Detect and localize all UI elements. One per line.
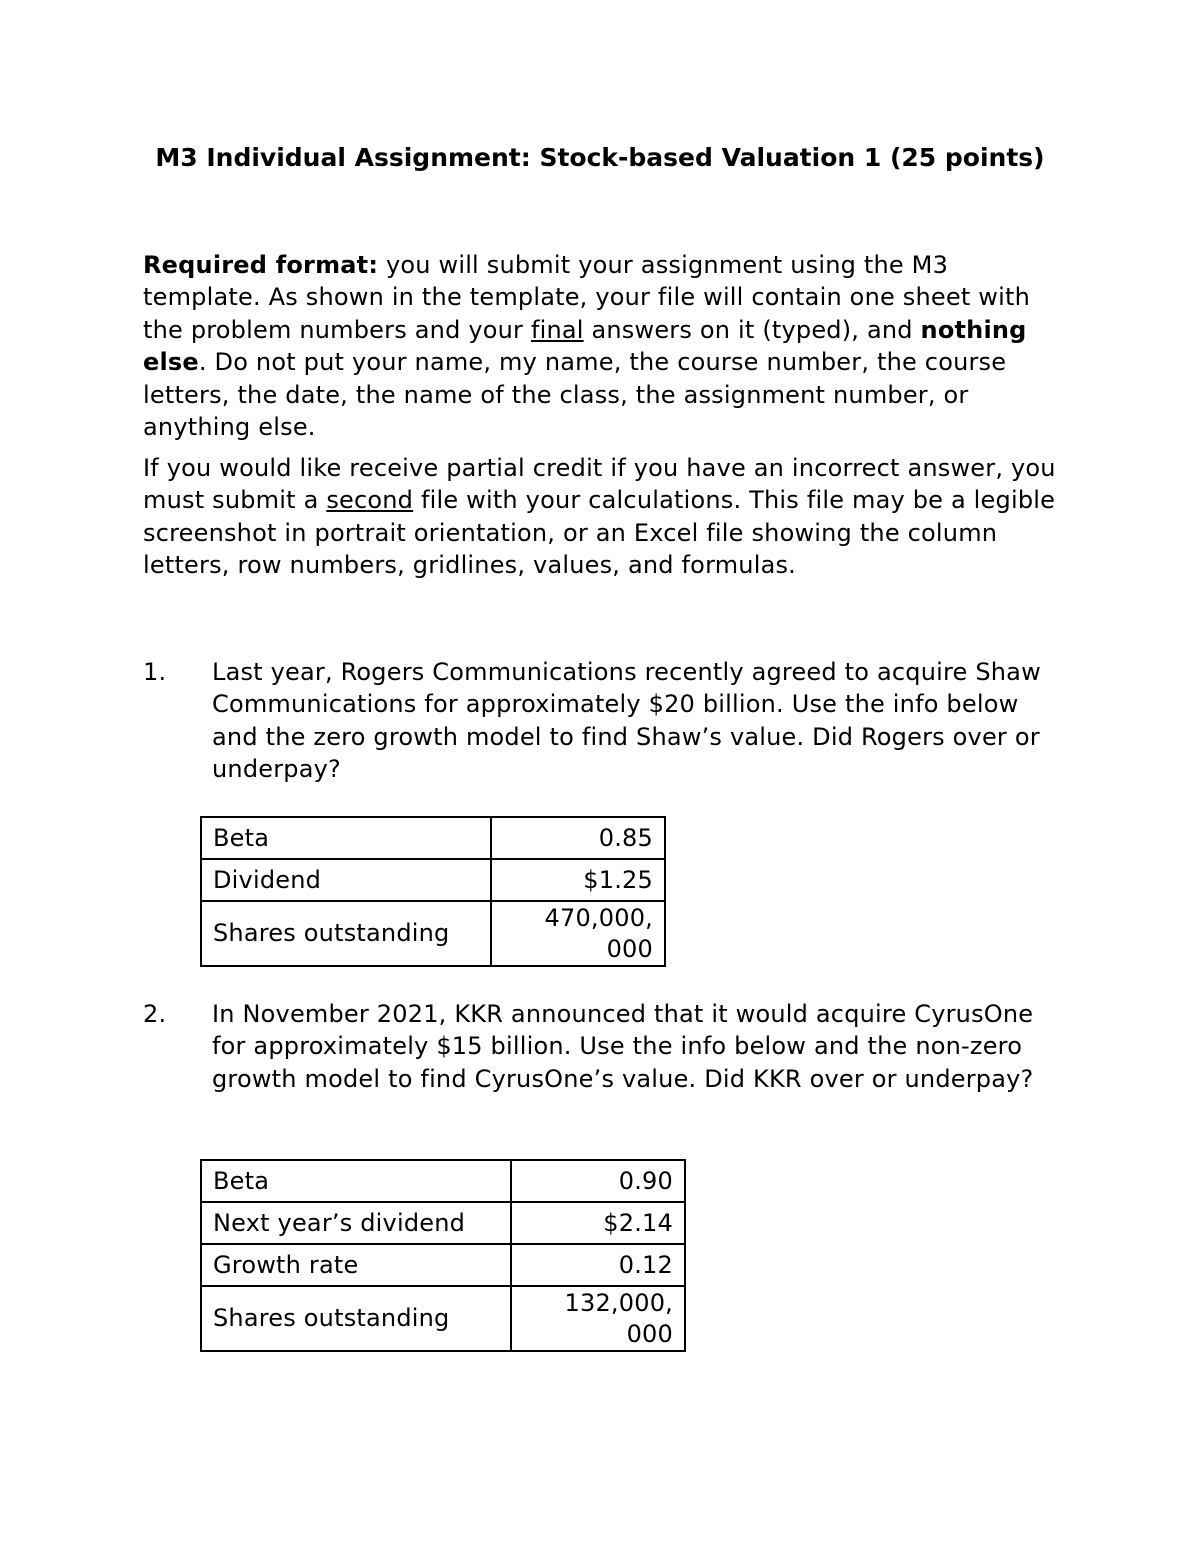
row-label: Beta: [201, 1160, 511, 1202]
format-instructions: [143, 249, 1063, 443]
question-number: 1.: [143, 658, 167, 686]
question-text: Last year, Rogers Communications recently agreed to acquire Shaw Communications for approximately $20 billion. Use the info below and the zero growth model to find Shaw’s value. Did Rogers over or underpay?: [212, 658, 1041, 784]
format-label: Required format:: [143, 251, 379, 279]
table-row: [201, 901, 665, 966]
row-value-text: 470,000,000: [544, 903, 653, 963]
table-row: [201, 1244, 685, 1286]
format-text-a: you will submit your assignment using the M3 template. As shown in the template, your file will contain one sheet with the problem numbers and your: [143, 251, 1030, 344]
row-value: 0.12: [511, 1244, 685, 1286]
row-value: [491, 901, 665, 966]
table-row: [201, 1202, 685, 1244]
table-row: [201, 1286, 685, 1351]
table-row: [201, 817, 665, 859]
final-emphasis: final: [530, 315, 584, 344]
partial-credit-instructions: [143, 452, 1063, 582]
second-emphasis: second: [326, 486, 414, 515]
row-value-text: 132,000,000: [564, 1288, 673, 1348]
table-row: [201, 859, 665, 901]
question-2-table: [200, 1159, 686, 1352]
row-label: Next year’s dividend: [201, 1202, 511, 1244]
row-value: $2.14: [511, 1202, 685, 1244]
credit-text-a: If you would like receive partial credit if you have an incorrect answer, you must submit a: [143, 454, 1056, 515]
row-value: 0.85: [491, 817, 665, 859]
row-value: [511, 1286, 685, 1351]
row-label: Shares outstanding: [201, 1286, 511, 1351]
row-label: Beta: [201, 817, 491, 859]
page-title: M3 Individual Assignment: Stock-based Valuation 1 (25 points): [155, 143, 1045, 172]
format-text-c: . Do not put your name, my name, the course number, the course letters, the date, the name of the class, the assignment number, or anything else.: [143, 348, 1007, 442]
question-number: 2.: [143, 1000, 167, 1028]
row-label: Dividend: [201, 859, 491, 901]
format-text-b: answers on it (typed), and: [583, 315, 921, 344]
nothing-else-emphasis: nothing else: [143, 315, 1027, 377]
question-text: In November 2021, KKR announced that it would acquire CyrusOne for approximately $15 billion. Use the info below and the non-zero growth model to find CyrusOne’s value. Did KKR over or underpay?: [212, 1000, 1034, 1093]
row-label: Growth rate: [201, 1244, 511, 1286]
row-label: Shares outstanding: [201, 901, 491, 966]
question-1-table: [200, 816, 666, 967]
row-value: 0.90: [511, 1160, 685, 1202]
row-value: $1.25: [491, 859, 665, 901]
credit-text-b: file with your calculations. This file may be a legible screenshot in portrait orientation, or an Excel file showing the column letters, row numbers, gridlines, values, and formulas.: [143, 486, 1056, 580]
table-row: [201, 1160, 685, 1202]
